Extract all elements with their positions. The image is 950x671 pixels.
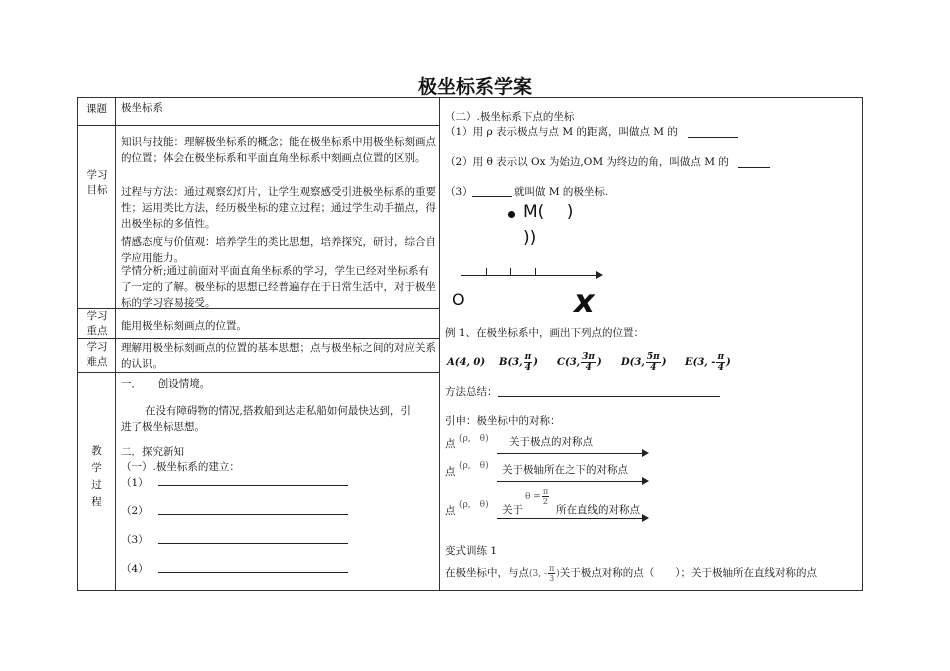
item-3: （3）: [121, 534, 149, 546]
item-2: （2）: [121, 505, 149, 517]
blank-theta[interactable]: [738, 167, 770, 168]
sym3-theta: θ = $\frac{\pi}{2}$: [525, 487, 549, 506]
sym1-text: 关于极点的对称点: [509, 436, 593, 448]
sym3-arrow: [497, 518, 647, 519]
question-1: （1）用 ρ 表示极点与点 M 的距离，叫做点 M 的: [445, 126, 678, 138]
section1-text: 在没有障碍物的情况,搭救船到达走私船如何最快达到，引进了极坐标思想。: [121, 405, 411, 433]
blank-coord[interactable]: [472, 196, 512, 197]
sym1-point-word: 点: [445, 438, 456, 450]
final-point: (3, - $\frac{\pi}{3}$ ): [529, 564, 560, 583]
axis-tick-1: [486, 268, 487, 275]
col-divider-1: [115, 98, 116, 590]
blank-2[interactable]: [158, 514, 348, 515]
blank-method[interactable]: [498, 396, 720, 397]
label-key: 学习重点: [86, 310, 108, 337]
sym3-prefix: 关于: [502, 504, 523, 516]
goal-3: 情感态度与价值观：培养学生的类比思想，培养探究，研讨，综合自学应用能力。: [121, 236, 436, 264]
key-point: 能用极坐标刻画点的位置。: [121, 320, 247, 332]
row-divider-1: [78, 125, 439, 126]
sym2-point-word: 点: [445, 466, 456, 478]
method-summary: 方法总结：: [445, 386, 498, 398]
polar-axis: [461, 275, 601, 276]
sym1-coord: (ρ, θ): [459, 434, 489, 444]
label-process: 教学过程: [91, 445, 102, 508]
goal-2: 过程与方法：通过观察幻灯片，让学生观察感受引进极坐标系的重要性；运用类比方法，经历极坐标的建立过程；通过学生动手描点，得出极坐标的多值性。: [121, 186, 436, 230]
subsection-title: （二）.极坐标系下点的坐标: [445, 111, 575, 123]
point-d: D(3, $\frac{5\pi}{4}$ ): [621, 352, 667, 373]
sym3-coord: (ρ, θ): [459, 500, 489, 510]
col-divider-2: [439, 98, 440, 590]
difficulty: 理解用极坐标刻画点的位置的基本思想；点与极坐标之间的对应关系的认识。: [121, 342, 436, 370]
axis-tick-3: [535, 268, 536, 275]
label-goals: 学习目标: [86, 169, 108, 196]
label-difficulty: 学习难点: [86, 341, 108, 368]
point-c: C(3, $\frac{3\pi}{4}$ ): [557, 352, 602, 373]
goal-4: 学情分析;通过前面对平面直角坐标系的学习，学生已经对坐标系有了一定的了解。极坐标的思想已经普遍存在于日常生活中，对于极坐标的学习容易接受。: [121, 265, 436, 309]
example-1: 例 1、在极坐标系中，画出下列点的位置：: [445, 327, 645, 339]
variant-training: 变式训练 1: [445, 545, 498, 557]
label-topic: 课题: [86, 103, 107, 115]
question-3-prefix: （3）: [445, 186, 473, 198]
item-4: （4）: [121, 563, 149, 575]
page-title: 极坐标系学案: [417, 76, 532, 98]
point-b: B(3, $\frac{\pi}{4}$ ): [499, 352, 538, 373]
axis-tick-2: [510, 268, 511, 275]
topic-value: 极坐标系: [121, 102, 163, 114]
point-a: A(4, 0): [447, 357, 486, 368]
point-m-label: M( ): [523, 202, 574, 222]
section1-title: 一． 创设情境。: [121, 378, 211, 390]
sym3-point-word: 点: [445, 505, 456, 517]
blank-1[interactable]: [158, 485, 348, 486]
question-3-suffix: 就叫做 M 的极坐标.: [514, 186, 609, 198]
sym2-arrow: [497, 481, 647, 482]
point-e: E(3, - $\frac{\pi}{4}$ ): [685, 352, 731, 373]
blank-3[interactable]: [158, 543, 348, 544]
goal-1: 知识与技能：理解极坐标系的概念；能在极坐标系中用极坐标刻画点的位置；体会在极坐标系和平面直角坐标系中刻画点位置的区别。: [121, 136, 436, 164]
section2-title: 二．探究新知: [121, 446, 184, 458]
point-m-dot: [508, 211, 515, 218]
sym1-arrow: [497, 453, 647, 454]
final-question: 在极坐标中，与点(3, - $\frac{\pi}{3}$ )关于极点对称的点（ ）；关于极轴所在直线对称的点: [445, 564, 818, 583]
item-1: （1）: [121, 477, 149, 489]
row-divider-3: [78, 338, 439, 339]
lesson-table: [77, 97, 863, 591]
point-m-label-2: )): [523, 228, 537, 248]
symmetry-intro: 引申：极坐标中的对称：: [445, 415, 561, 427]
axis-label: x: [574, 282, 595, 320]
sym3-suffix: 所在直线的对称点: [556, 504, 640, 516]
sym2-text: 关于极轴所在之下的对称点: [502, 464, 628, 476]
blank-4[interactable]: [158, 572, 348, 573]
question-2: （2）用 θ 表示以 Ox 为始边,OM 为终边的角，叫做点 M 的: [445, 156, 729, 168]
origin-label: O: [452, 290, 465, 309]
blank-rho[interactable]: [688, 137, 738, 138]
section2-sub: （一）.极坐标系的建立：: [121, 461, 240, 473]
row-divider-4: [78, 372, 439, 373]
sym2-coord: (ρ, θ): [459, 461, 489, 471]
